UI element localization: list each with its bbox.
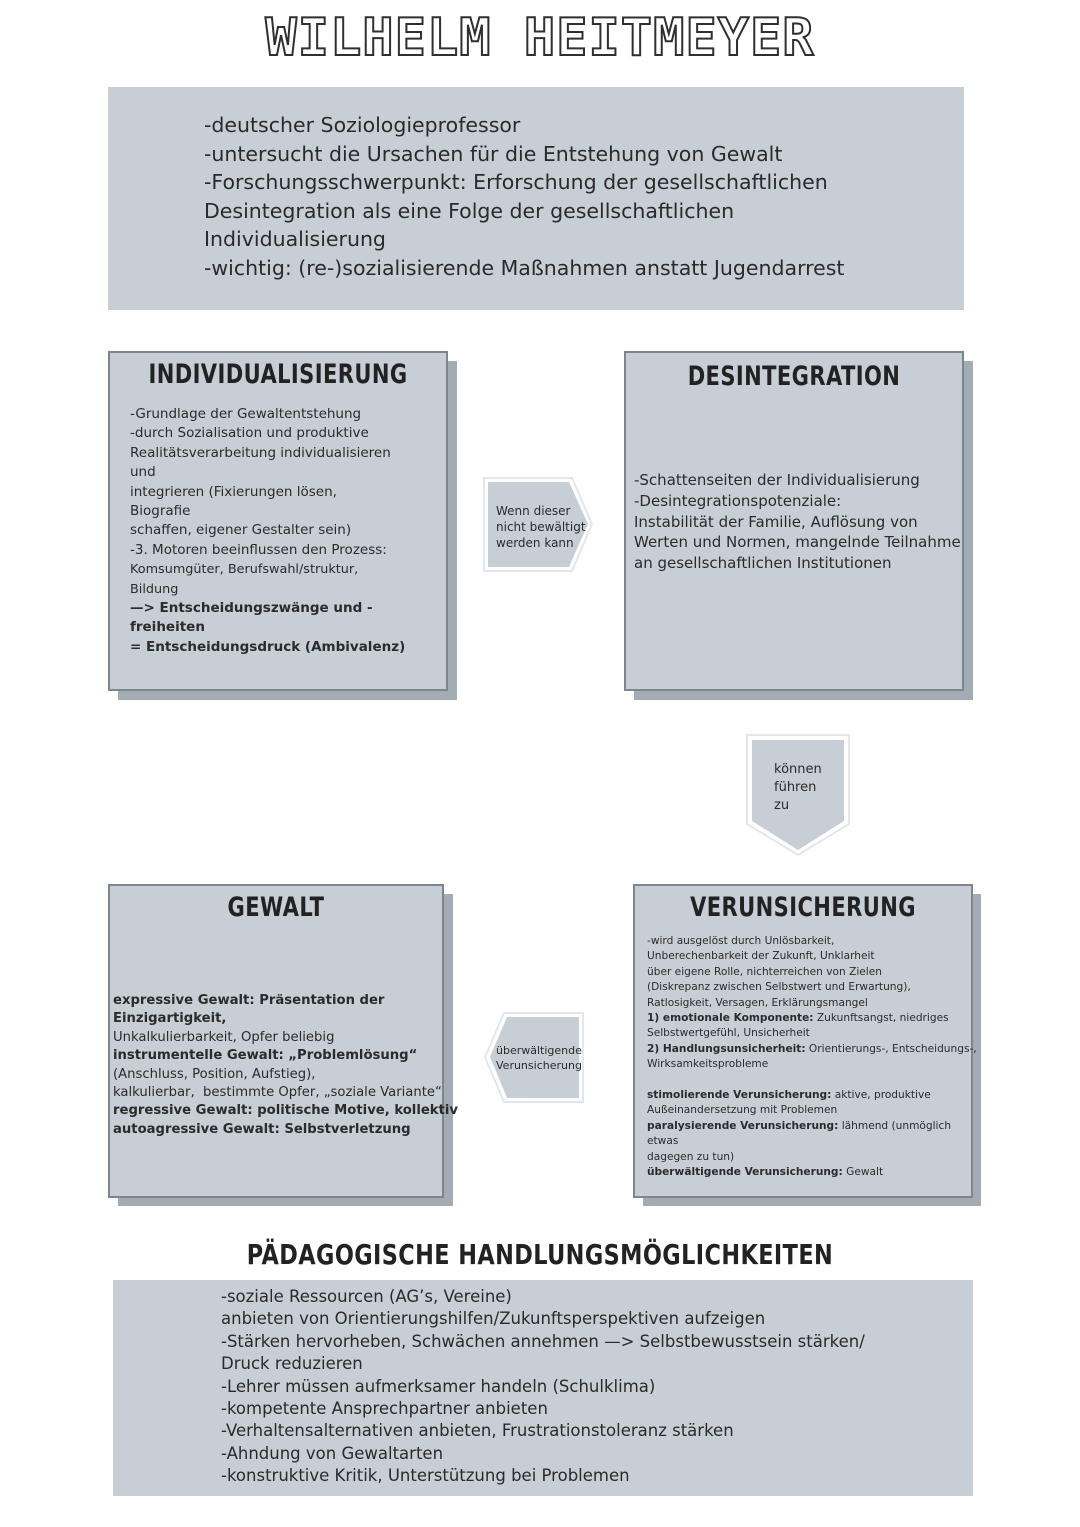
intro-line: Individualisierung [204,227,386,252]
text-line: Unkalkulierbarkeit, Opfer beliebig [113,1029,335,1045]
text-line: überwältigende Verunsicherung: Gewalt [647,1166,884,1179]
text-line: -Ahndung von Gewaltarten [221,1443,444,1463]
text-line: -Verhaltensalternativen anbieten, Frustrationstoleranz stärken [221,1421,734,1441]
intro-line: Desintegration als eine Folge der gesellschaftlichen [204,198,735,223]
text-line: -wird ausgelöst durch Unlösbarkeit, [647,935,835,947]
text-line: an gesellschaftlichen Institutionen [634,554,892,573]
text-line: über eigene Rolle, nichterreichen von Zielen [647,965,882,978]
text-line: Ratlosigkeit, Versagen, Erklärungsmangel [647,996,868,1009]
text-line: Druck reduzieren [221,1354,363,1374]
text-line: -3. Motoren beeinflussen den Prozess: [130,541,387,558]
text-line: instrumentelle Gewalt: „Problemlösung“ [113,1048,418,1064]
paedagogik-text [221,1286,921,1488]
desintegration-title: DESINTEGRATION [687,361,901,392]
page-title: WILHELM HEITMEYER [265,8,815,68]
arrow-right-label [496,503,586,551]
paedagogik-title: PÄDAGOGISCHE HANDLUNGSMÖGLICHKEITEN [246,1238,834,1271]
text-line: -Schattenseiten der Individualisierung [634,471,920,489]
arrow-label-line: überwältigende [496,1044,582,1057]
intro-line: -wichtig: (re-)sozialisierende Maßnahmen anstatt Jugendarrest [204,255,845,280]
text-line: anbieten von Orientierungshilfen/Zukunftsperspektiven aufzeigen [221,1309,766,1329]
individualisierung-title: INDIVIDUALISIERUNG [148,359,408,390]
intro-line: -Forschungsschwerpunkt: Erforschung der gesellschaftlichen [204,170,828,195]
text-line: Instabilität der Familie, Auflösung von [634,512,918,531]
text-line: regressive Gewalt: politische Motive, kollektiv [113,1103,458,1119]
text-line: Außeinandersetzung mit Problemen [647,1104,838,1117]
intro-line: -deutscher Soziologieprofessor [204,113,521,137]
text-line: freiheiten [130,619,205,636]
text-line: -kompetente Ansprechpartner anbieten [221,1399,548,1419]
text-line: -Lehrer müssen aufmerksamer handeln (Schulklima) [221,1376,656,1396]
text-line: -durch Sozialisation und produktive [130,425,369,442]
individualisierung-box [108,351,448,691]
arrow-label-line: nicht bewältigt [496,520,586,534]
text-line: dagegen zu tun) [647,1150,735,1163]
text-line: —> Entscheidungszwänge und - [130,600,373,617]
text-line: paralysierende Verunsicherung: lähmend (unmöglich etwas [647,1119,955,1148]
text-line: -Stärken hervorheben, Schwächen annehmen —> Selbstbewusstsein stärken/ [221,1331,865,1351]
text-line: -Grundlage der Gewaltentstehung [130,406,362,422]
text-line [647,1073,977,1088]
text-line: expressive Gewalt: Präsentation der Einzigartigkeit, [113,993,390,1027]
arrow-label-line: Wenn dieser [496,504,571,518]
individualisierung-text [130,405,430,657]
text-line: und [130,464,156,481]
verunsicherung-text [647,934,977,1181]
text-line: Komsumgüter, Berufswahl/struktur, [130,562,359,578]
arrow-down-label [774,761,822,815]
arrow-label-line: Verunsicherung [496,1059,582,1072]
text-line: schaffen, eigener Gestalter sein) [130,522,352,539]
text-line: autoagressive Gewalt: Selbstverletzung [113,1121,411,1137]
text-line: kalkulierbar, bestimmte Opfer, „soziale Variante“ [113,1085,442,1101]
text-line: 1) emotionale Komponente: Zukunftsangst, niedriges [647,1012,949,1025]
text-line: Realitätsverarbeitung individualisieren [130,444,391,461]
text-line: Werten und Normen, mangelnde Teilnahme [634,533,961,552]
gewalt-title: GEWALT [227,892,325,923]
intro-line: -untersucht die Ursachen für die Entstehung von Gewalt [204,141,783,166]
text-line: (Anschluss, Position, Aufstieg), [113,1066,316,1082]
paedagogik-panel [113,1280,973,1496]
text-line: Wirksamkeitsprobleme [647,1058,769,1071]
text-line: integrieren (Fixierungen lösen, [130,483,337,500]
intro-panel [108,87,964,310]
arrow-left-label [496,1043,582,1073]
arrow-label-line: können [774,762,822,777]
text-line: (Diskrepanz zwischen Selbstwert und Erwartung), [647,981,911,994]
text-line: Unberechenbarkeit der Zukunft, Unklarheit [647,950,875,963]
arrow-label-line: führen [774,780,817,795]
gewalt-box [108,884,458,1198]
arrow-label-line: werden kann [496,536,574,550]
text-line: Biografie [130,503,191,520]
text-line: -Desintegrationspotenziale: [634,491,842,510]
verunsicherung-box [633,884,977,1198]
desintegration-text [634,470,974,574]
verunsicherung-title: VERUNSICHERUNG [690,892,916,923]
text-line: stimolierende Verunsicherung: aktive, produktive [647,1089,931,1102]
arrow-label-line: zu [774,798,790,813]
text-line: -soziale Ressourcen (AG’s, Vereine) [221,1287,512,1306]
text-line: = Entscheidungsdruck (Ambivalenz) [130,638,406,655]
text-line: Bildung [130,581,179,597]
desintegration-box [624,351,964,691]
text-line: -konstruktive Kritik, Unterstützung bei Problemen [221,1466,630,1486]
text-line: Selbstwertgefühl, Unsicherheit [647,1027,810,1040]
gewalt-text [113,992,458,1139]
intro-text [204,111,904,283]
text-line: 2) Handlungsunsicherheit: Orientierungs-, Entscheidungs-, [647,1042,977,1055]
